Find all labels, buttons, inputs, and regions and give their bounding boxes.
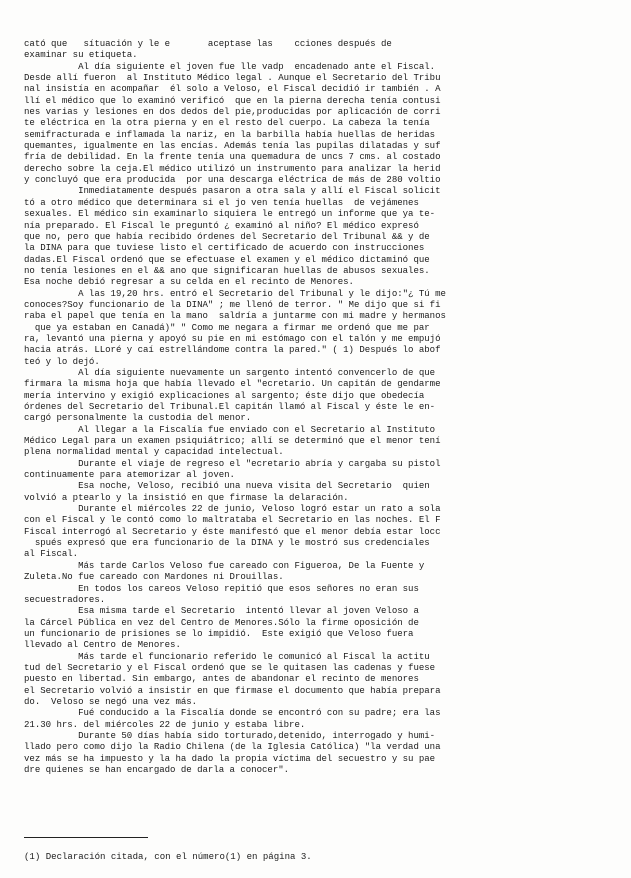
text-line: dadas.El Fiscal ordenó que se efectuase el examen y el médico dictaminó que xyxy=(24,253,430,265)
text-line: mería intervino y exigió explicaciones al sargento; éste dijo que obedecía xyxy=(24,389,425,401)
text-line: Zuleta.No fue careado con Mardones ni Drouillas. xyxy=(24,571,284,583)
text-line: Médico Legal para un examen psiquiátrico; allí se determinó que el menor tení xyxy=(24,435,441,447)
text-line: Más tarde el funcionario referido le comunicó al Fiscal la actitu xyxy=(24,650,430,662)
text-line: vez más se ha impuesto y la ha dado la propia víctima del secuestro y su pae xyxy=(24,752,436,764)
text-line: hacia atrás. LLoré y caí estrellándome contra la pared." ( 1) Después lo abof xyxy=(24,344,441,356)
text-line: firmara la misma hoja que había llevado el "ecretario. Un capitán de gendarme xyxy=(24,378,441,390)
text-line: tud del Secretario y el Fiscal ordenó que se le quitasen las cadenas y fuese xyxy=(24,661,436,673)
text-line: Esa misma tarde el Secretario intentó llevar al joven Veloso a xyxy=(24,605,419,617)
text-line: la Cárcel Pública en vez del Centro de Menores.Sólo la firme oposición de xyxy=(24,616,419,628)
text-line: cargó personalmente la custodia del menor. xyxy=(24,412,252,424)
text-line: ra, levantó una pierna y apoyó su pie en mi estómago con el talón y me empujó xyxy=(24,332,441,344)
text-line: secuestradores. xyxy=(24,593,106,605)
text-line: Inmediatamente después pasaron a otra sala y allí el Fiscal solicit xyxy=(24,185,441,197)
text-line: no tenía lesiones en el && ano que significaran huellas de abusos sexuales. xyxy=(24,264,430,276)
text-line: plena normalidad mental y capacidad intelectual. xyxy=(24,446,284,458)
text-line: examinar su etiqueta. xyxy=(24,49,138,61)
text-line: Al llegar a la Fiscalía fue enviado con el Secretario al Instituto xyxy=(24,423,436,435)
text-line: Esa noche debió regresar a su celda en el recinto de Menores. xyxy=(24,276,354,288)
text-line: Al día siguiente nuevamente un sargento intentó convencerlo de que xyxy=(24,366,436,378)
text-line: Durante el miércoles 22 de junio, Veloso logró estar un rato a sola xyxy=(24,503,441,515)
text-line: cató que sítuación y le e aceptase las cciones después de xyxy=(24,38,392,49)
footnote: (1) Declaración citada, con el número(1) en página 3. xyxy=(24,851,312,862)
text-line: Más tarde Carlos Veloso fue careado con Figueroa, De la Fuente y xyxy=(24,559,425,571)
text-line: Esa noche, Veloso, recibió una nueva visita del Secretario quien xyxy=(24,480,430,492)
text-line: con el Fiscal y le contó como lo maltrataba el Secretario en las noches. El F xyxy=(24,514,441,526)
text-line: fría de debilidad. En la frente tenía una quemadura de uncs 7 cms. al costado xyxy=(24,151,441,163)
text-line: raba el papel que tenía en la mano saldría a juntarme con mi madre y hermanos xyxy=(24,310,446,322)
text-line: que ya estaban en Canadá)" " Como me negara a firmar me ordenó que me par xyxy=(24,321,430,333)
text-line: teó y lo dejó. xyxy=(24,355,100,367)
text-line: que no, pero que había recibido órdenes del Secretario del Tribunal && y de xyxy=(24,230,430,242)
text-line: conoces?Soy funcionario de la DINA" ; me llenó de terror. " Me dijo que si fi xyxy=(24,298,441,310)
text-line: spués expresó que era funcionario de la DINA y le mostró sus credenciales xyxy=(24,537,430,549)
text-line: En todos los careos Veloso repitió que esos señores no eran sus xyxy=(24,582,419,594)
text-line: llado pero como dijo la Radio Chilena (de la Iglesia Católica) "la verdad una xyxy=(24,741,441,753)
text-line: un funcionario de prisiones se lo impidió. Este exigió que Veloso fuera xyxy=(24,627,414,639)
text-line: Durante el viaje de regreso el "ecretario abría y cargaba su pistol xyxy=(24,457,441,469)
text-line: do. Veloso se negó una vez más. xyxy=(24,695,198,707)
text-line: volvió a ptearlo y la insistió en que firmase la delaración. xyxy=(24,491,349,503)
text-line: Desde allí fueron al Instituto Médico legal . Aunque el Secretario del Tribu xyxy=(24,72,441,84)
text-line: Durante 50 días había sido torturado,detenido, interrogado y humi- xyxy=(24,729,436,741)
text-line: llí el médico que lo examinó verificó que en la pierna derecha tenía contusi xyxy=(24,94,441,106)
text-line: órdenes del Secretario del Tribunal.El capitán llamó al Fiscal y éste le en- xyxy=(24,401,436,412)
text-line: derecho sobre la ceja.El médico utilizó un instrumento para analizar la herid xyxy=(24,162,441,174)
body-text xyxy=(24,38,614,775)
text-line: 21.30 hrs. del miércoles 22 de junio y estaba libre. xyxy=(24,718,306,730)
text-line: la DINA para que tuviese listo el certificado de acuerdo con instrucciones xyxy=(24,242,425,254)
text-line: Al día siguiente el joven fue lle vadp encadenado ante el Fiscal. xyxy=(24,60,436,72)
text-line: Fiscal interrogó al Secretario y éste manifestó que el menor debía estar locc xyxy=(24,525,441,537)
text-line: llevado al Centro de Menores. xyxy=(24,639,181,651)
text-line: dre quienes se han encargado de darla a conocer". xyxy=(24,764,290,775)
text-line: el Secretario volvió a insistir en que firmase el documento que había prepara xyxy=(24,684,441,696)
text-line: al Fiscal. xyxy=(24,548,79,560)
text-line: nes varias y lesiones en dos dedos del pie,producidas por aplicación de corri xyxy=(24,106,441,118)
text-line: quemantes, igualmente en las encías. Además tenía las pupilas dilatadas y suf xyxy=(24,140,441,152)
text-line: tó a otro médico que determinara si el jo ven tenía huellas de vejámenes xyxy=(24,196,419,208)
text-line: semifracturada e inflamada la nariz, en la barbilla había huellas de heridas xyxy=(24,128,436,140)
text-line: A las 19,20 hrs. entró el Secretario del Tribunal y le dijo:"¿ Tú me xyxy=(24,287,446,299)
text-line: y concluyó que era producida por una descarga eléctrica de más de 280 voltio xyxy=(24,174,441,186)
text-line: continuamente para atemorizar al joven. xyxy=(24,469,235,481)
footnote-rule xyxy=(24,837,148,838)
text-line: puesto en libertad. Sin embargo, antes de abandonar el recinto de menores xyxy=(24,673,419,685)
text-line: te eléctrica en la otra pierna y en el resto del cuerpo. La cabeza la tenía xyxy=(24,117,430,129)
text-line: Fué conducido a la Fiscalía donde se encontró con su padre; era las xyxy=(24,707,441,719)
text-line: nal insistía en acompañar él solo a Veloso, el Fiscal decidió ir también . A xyxy=(24,83,441,95)
text-line: sexuales. El médico sin examinarlo siquiera le entregó un informe que ya te- xyxy=(24,208,436,220)
text-line: nía preparado. El Fiscal le preguntó ¿ examinó al niño? El médico expresó xyxy=(24,219,419,231)
